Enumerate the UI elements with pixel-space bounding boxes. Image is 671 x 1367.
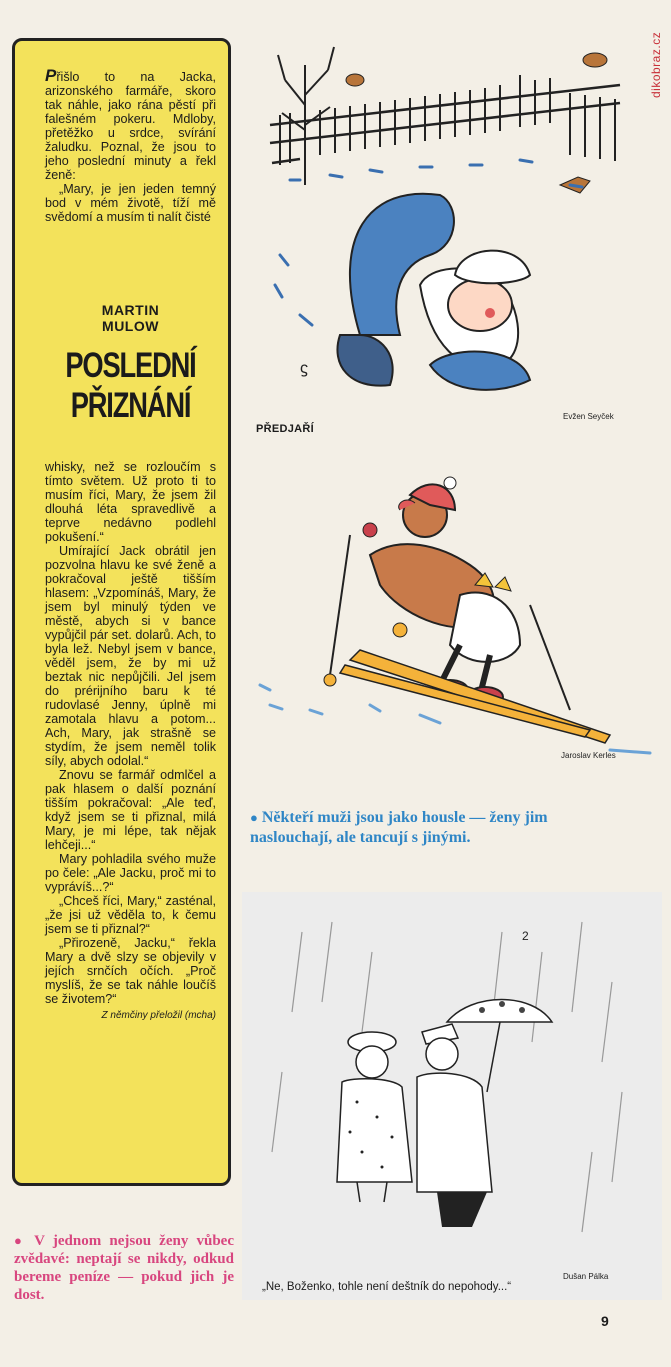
- cartoon-caption: „Ne, Boženko, tohle není deštník do nepohody...“: [262, 1281, 512, 1293]
- story-title: [64, 346, 197, 426]
- author-last-name: MULOW: [102, 318, 159, 334]
- drop-cap: P: [45, 66, 57, 85]
- story-paragraph-6: Mary pohladila svého muže po čele: „Ale Jacku, proč mi to vyprávíš...?“: [45, 852, 216, 894]
- bullet-icon: ●: [250, 810, 258, 825]
- story-paragraph-1-text: řišlo to na Jacka, arizonského farmáře, skoro tak náhle, jako rána pěstí při falešném pokeru. Mdloby, přetěžko u srdce, svírání žaludku. Poznal, že jsou to jeho poslední minuty a řekl ženě:: [45, 70, 216, 182]
- svg-text:ϛ: ϛ: [300, 360, 308, 377]
- author: [45, 302, 216, 334]
- story-paragraph-1: [45, 66, 216, 182]
- quip-blue-text: Někteří muži jsou jako housle — ženy jim naslouchají, ale tancují s jinými.: [250, 809, 548, 846]
- story-paragraph-8: „Přirozeně, Jacku,“ řekla Mary a dvě slzy se objevily v jejích srnčích očích. „Proč myslíš, že se tak náhle loučíš se životem?“: [45, 936, 216, 1006]
- story-paragraph-3: whisky, než se rozloučím s tímto světem. Už proto ti to musím říci, Mary, že jsem žil dlouhá léta spravedlivě a teprve nedávno podlehl pokušení.“: [45, 460, 216, 544]
- credit-palka: Dušan Pálka: [563, 1272, 609, 1281]
- quip-pink: [14, 1232, 234, 1304]
- story-paragraph-5: Znovu se farmář odmlčel a pak hlasem o další poznání tišším pokračoval: „Ale teď, když jsem se ti přiznal, milá Mary, je mi lépe, tak nějak lehčeji...“: [45, 768, 216, 852]
- cartoon-skier: [250, 465, 665, 755]
- cartoon-title-predjari: PŘEDJAŘÍ: [256, 423, 315, 435]
- credit-seycek: Evžen Seyček: [563, 412, 614, 421]
- watermark: dikobraz.cz: [649, 31, 663, 99]
- quip-blue: [250, 808, 630, 848]
- story-paragraph-7: „Chceš říci, Mary,“ zasténal, „že jsi už věděla to, k čemu jsem se ti přiznal?“: [45, 894, 216, 936]
- title-line-1: POSLEDNÍ: [65, 346, 196, 385]
- story-paragraph-4: Umírající Jack obrátil jen pozvolna hlavu ke své ženě a pokračoval ještě tišším hlasem: „Vzpomínáš, Mary, že jsem byl minulý týden ve městě, abych si v bance vypůjčil pár set. dolarů. Ach, to byla lež. Nebyl jsem v bance, věděl jsem, že by mi už beztak nic nepůjčili. Jel jsem do prérijního baru k té rudovlasé Jenny, úplně mi zamotala hlavu a potom... Ach, Mary, jak strašně se stydím, že jsem neměl tolik síly, abych odolal.“: [45, 544, 216, 768]
- cartoon-predjari: [260, 35, 640, 425]
- translator-credit: Z němčiny přeložil (mcha): [101, 1010, 216, 1021]
- bullet-icon: ●: [14, 1233, 27, 1248]
- credit-kerles: Jaroslav Kerles: [561, 751, 616, 760]
- svg-text:2: 2: [522, 929, 529, 943]
- story-box: [12, 38, 231, 1186]
- story-paragraph-2: „Mary, je jen jeden temný bod v mém životě, tíží mě svědomí a musím ti nalít čisté: [45, 182, 216, 224]
- author-first-name: MARTIN: [101, 302, 160, 318]
- cartoon-umbrella: [242, 892, 662, 1287]
- title-line-2: PŘIZNÁNÍ: [70, 386, 191, 425]
- page-number: 9: [601, 1313, 609, 1329]
- quip-pink-text: V jednom nejsou ženy vůbec zvědavé: neptají se nikdy, odkud bereme peníze — pokud jich je dost.: [14, 1233, 234, 1303]
